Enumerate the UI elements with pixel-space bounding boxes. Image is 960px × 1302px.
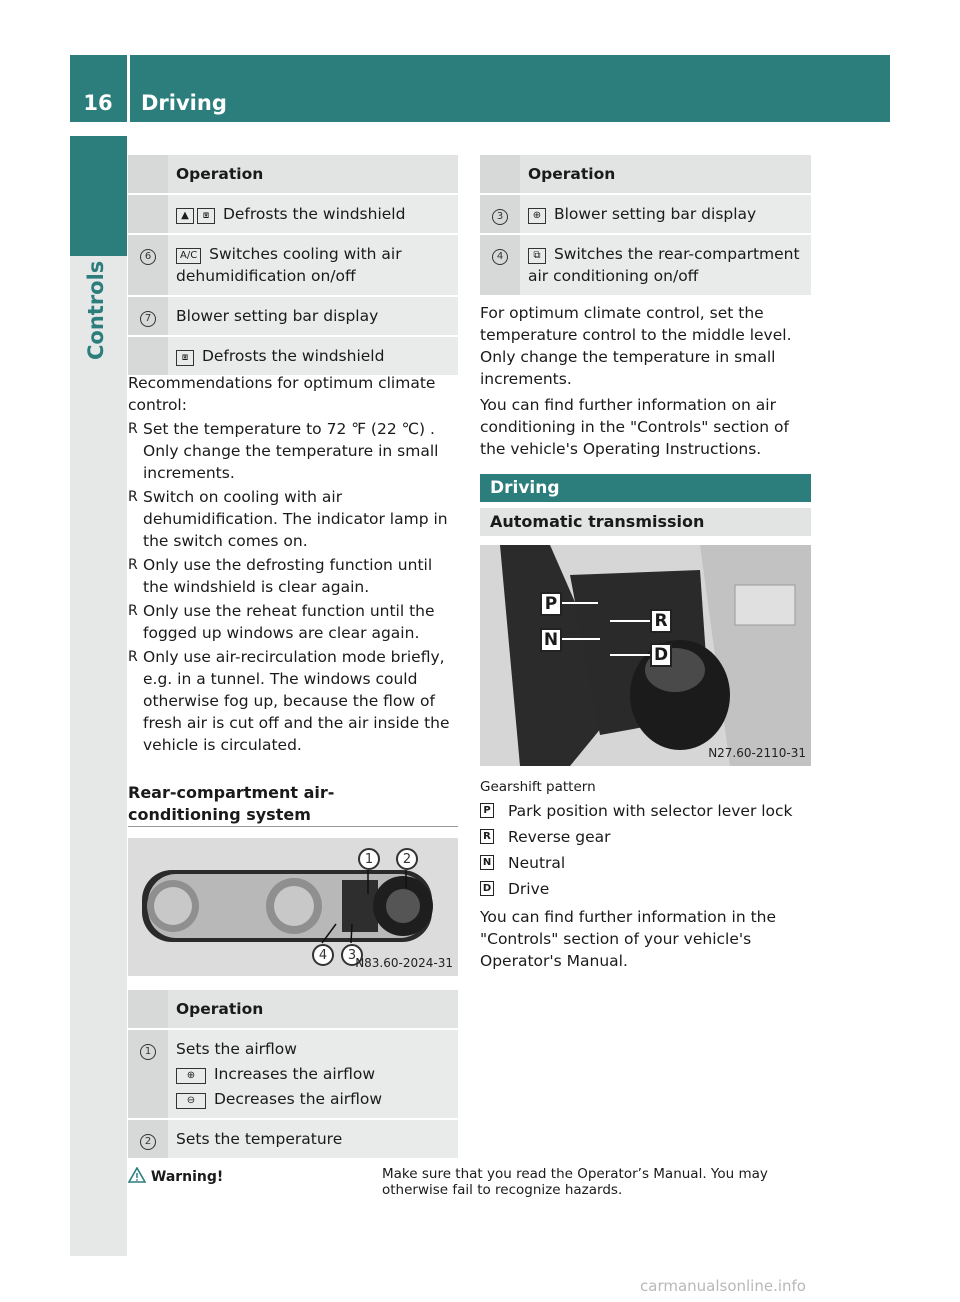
table2-row1-text: Sets the temperature xyxy=(176,1130,343,1148)
side-tab-box xyxy=(70,136,127,256)
list-item: R Only use the reheat function until the fogged up windows are clear again. xyxy=(128,600,460,644)
table1-heading: Operation xyxy=(168,155,458,194)
table3-row1-text: Switches the rear-compartment air conditioning on/off xyxy=(528,245,800,285)
gear-key-r: R xyxy=(480,829,494,844)
rear-ac-icon: ⧉ xyxy=(528,248,546,264)
callout-7: 7 xyxy=(140,311,156,327)
side-bar xyxy=(70,256,127,1256)
triangle-up-icon: ▲ xyxy=(176,208,194,224)
table-row xyxy=(128,1119,458,1159)
table-row xyxy=(480,194,811,234)
heading-rule xyxy=(128,826,458,827)
table2-row0-text: Sets the airflow xyxy=(176,1040,297,1058)
table2-sub1-text: Decreases the airflow xyxy=(213,1090,383,1108)
warning-text: Make sure that you read the Operator’s Manual. You may otherwise fail to recognize hazards. xyxy=(382,1166,768,1198)
callout-2: 2 xyxy=(140,1134,156,1150)
table-row xyxy=(128,194,458,234)
ac-icon: A/C xyxy=(176,248,201,264)
gear-label-n: N xyxy=(540,628,562,652)
list-item xyxy=(480,800,815,822)
list-item: R Only use the defrosting function until the windshield is clear again. xyxy=(128,554,460,598)
table2-sub0-text: Increases the airflow xyxy=(213,1065,375,1083)
callout-6: 6 xyxy=(140,249,156,265)
callout-2: 2 xyxy=(396,848,418,870)
callout-3: 3 xyxy=(492,209,508,225)
defrost-icon: ⧆ xyxy=(197,208,215,224)
callout-1: 1 xyxy=(358,848,380,870)
gear-key-p: P xyxy=(480,803,494,818)
operation-table-1 xyxy=(128,155,458,377)
gear-label-r: R xyxy=(650,609,672,633)
table1-row2-text: Blower setting bar display xyxy=(176,307,379,325)
right-paragraphs xyxy=(480,302,815,460)
table-row xyxy=(128,296,458,336)
photo-id: N27.60-2110-31 xyxy=(708,746,806,760)
list-item xyxy=(480,878,815,900)
page-number: 16 xyxy=(83,91,113,115)
warning-label: Warning! xyxy=(150,1169,224,1185)
paragraph: For optimum climate control, set the temperature control to the middle level. Only change the temperature in small increments. xyxy=(480,304,792,388)
table2-heading: Operation xyxy=(168,990,458,1029)
table-row xyxy=(128,1029,458,1119)
operation-table-2 xyxy=(128,990,458,1160)
paragraph: You can find further information on air conditioning in the "Controls" section of the vehicle's Operating Instructions. xyxy=(480,396,789,458)
fan-icon: ⊕ xyxy=(528,208,546,224)
gear-text: Reverse gear xyxy=(508,828,611,846)
rear-climate-photo xyxy=(128,838,458,976)
callout-1: 1 xyxy=(140,1044,156,1060)
table-row xyxy=(128,234,458,296)
header-divider xyxy=(127,55,130,122)
gear-selector-photo xyxy=(480,545,811,766)
gear-text: Neutral xyxy=(508,854,566,872)
gearshift-section xyxy=(480,776,815,972)
table1-row1-text: Switches cooling with air dehumidification on/off xyxy=(176,245,402,285)
gear-text: Park position with selector lever lock xyxy=(508,802,793,820)
gear-selector-illustration xyxy=(480,545,811,766)
rear-heading: Rear-compartment air-conditioning system xyxy=(128,783,335,824)
warning-label-wrap xyxy=(128,1166,223,1188)
watermark: carmanualsonline.info xyxy=(640,1277,806,1295)
table3-row0-text: Blower setting bar display xyxy=(553,205,757,223)
page-title: Driving xyxy=(141,91,227,115)
table3-heading: Operation xyxy=(520,155,811,194)
callout-4: 4 xyxy=(492,249,508,265)
gearshift-caption: Gearshift pattern xyxy=(480,779,596,795)
table-row xyxy=(128,336,458,376)
gear-key-n: N xyxy=(480,855,494,870)
list-item: R Switch on cooling with air dehumidification. The indicator lamp in the switch comes on. xyxy=(128,486,460,552)
list-item: R Only use air-recirculation mode briefly, e.g. in a tunnel. The windows could otherwise fog up, because the flow of fresh air is cut off and the air inside the vehicle is circulated. xyxy=(128,646,460,756)
fan-increase-icon: ⊕ xyxy=(176,1068,206,1084)
table-row xyxy=(480,234,811,296)
callout-3: 3 xyxy=(341,944,363,966)
photo-id: N83.60-2024-31 xyxy=(355,956,453,970)
list-item: R Set the temperature to 72 ℉ (22 ℃) . Only change the temperature in small increments. xyxy=(128,418,460,484)
warning-triangle-icon xyxy=(128,1167,146,1183)
recommendations-intro: Recommendations for optimum climate control: xyxy=(128,374,436,414)
section-bar-driving: Driving xyxy=(480,474,811,502)
gearshift-note: You can find further information in the "Controls" section of your vehicle's Operator's Manual. xyxy=(480,908,777,970)
table1-row0-text: Defrosts the windshield xyxy=(222,205,406,223)
recommendations xyxy=(128,372,460,756)
gear-label-p: P xyxy=(540,592,562,616)
table1-row3-text: Defrosts the windshield xyxy=(201,347,385,365)
operation-table-3 xyxy=(480,155,811,297)
list-item xyxy=(480,852,815,874)
list-item xyxy=(480,826,815,848)
callout-4: 4 xyxy=(312,944,334,966)
gear-text: Drive xyxy=(508,880,550,898)
fan-decrease-icon: ⊖ xyxy=(176,1093,206,1109)
gear-key-d: D xyxy=(480,881,494,896)
section-bar-automatic-transmission: Automatic transmission xyxy=(480,508,811,536)
defrost-icon: ⧆ xyxy=(176,350,194,366)
side-tab-label: Controls xyxy=(84,260,108,360)
gear-label-d: D xyxy=(650,643,672,667)
